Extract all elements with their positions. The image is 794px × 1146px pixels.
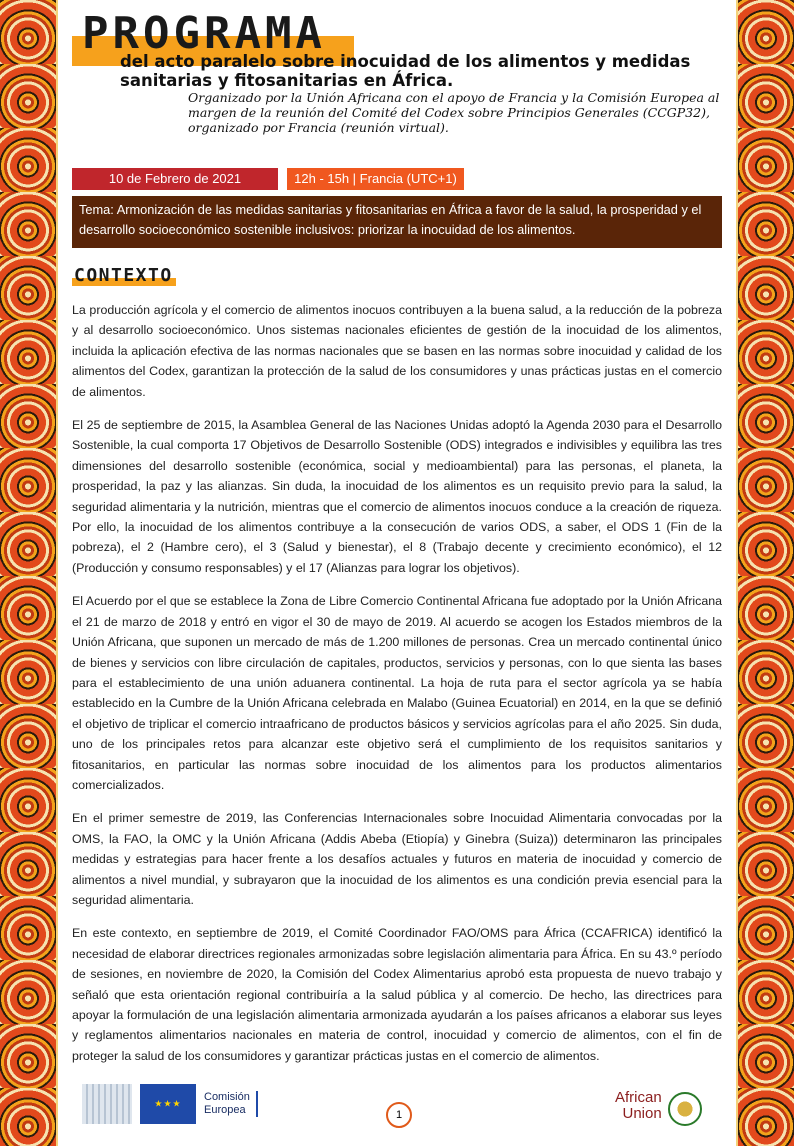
decorative-border-left: [0, 0, 58, 1146]
page-title: PROGRAMA: [82, 8, 326, 59]
european-commission-logo: [82, 1084, 258, 1124]
section-heading-contexto: CONTEXTO: [72, 265, 176, 286]
theme-box: Tema: Armonización de las medidas sanitarias y fitosanitarias en África a favor de la salud, la prosperidad y el desarrollo socioeconómico sostenible inclusivos: priorizar la inocuidad de los alimentos.: [72, 196, 722, 248]
paragraph: En este contexto, en septiembre de 2019, el Comité Coordinador FAO/OMS para África (CCAFRICA) identificó la necesidad de elaborar directrices regionales armonizadas sobre legislación alimentaria para África. En su 43.º período de sesiones, en noviembre de 2020, la Comisión del Codex Alimentarius aprobó esta propuesta de nuevo trabajo y señaló que esta orientación regional contribuiría a la salud pública y al comercio. De hecho, las directrices para apoyar la formulación de una legislación alimentaria armonizada ayudarán a los países africanos a elaborar sus leyes y reglamentos alimentarios nacionales en materia de control, inocuidad y comercio de alimentos, con el fin de proteger la salud de los consumidores y garantizar prácticas justas en el comercio de alimentos.: [72, 926, 722, 1063]
paragraph: El Acuerdo por el que se establece la Zona de Libre Comercio Continental Africana fue adoptado por la Unión Africana el 21 de marzo de 2018 y entró en vigor el 30 de mayo de 2019. Al acuerdo se acogen los Estados miembros de la Unión Africana, que suponen un mercado de más de 1.200 millones de personas. Crea un mercado continental único de bienes y servicios con libre circulación de capitales, productos, servicios y personas, con lo que sienta las bases para el establecimiento de una unión aduanera continental. La hoja de ruta para el sector agrícola ya se había establecido en la Cumbre de la Unión Africana celebrada en Malabo (Guinea Ecuatorial) en 2014, en la que se definió el objetivo de triplicar el comercio intraafricano de productos básicos y servicios agrícolas para el año 2025. Sin duda, uno de los principales retos para alcanzar este objetivo será el cumplimiento de los requisitos sanitarios y fitosanitarios, en particular las normas sobre inocuidad de los alimentos para los productos alimentarios comercializados.: [72, 594, 722, 792]
date-badge: 10 de Febrero de 2021: [72, 168, 278, 190]
page-subtitle: del acto paralelo sobre inocuidad de los alimentos y medidas sanitarias y fitosanitarias en África.: [120, 52, 691, 90]
decorative-border-right: [736, 0, 794, 1146]
au-logo-line: African: [615, 1089, 662, 1106]
paragraph: En el primer semestre de 2019, las Conferencias Internacionales sobre Inocuidad Alimentaria convocadas por la OMS, la FAO, la OMC y la Unión Africana (Addis Abeba (Etiopía) y Ginebra (Suiza)) determinaron las principales medidas y estrategias para hacer frente a los desafíos actuales y futuros en materia de inocuidad y comercio de alimentos a nivel mundial, y subrayaron que la inocuidad de los alimentos es una condición previa esencial para la seguridad alimentaria.: [72, 811, 722, 907]
eu-flag-icon: ★★★: [140, 1084, 196, 1124]
eu-logo-line: Comisión: [204, 1091, 250, 1103]
african-union-emblem-icon: [668, 1092, 702, 1126]
eu-logo-line: Europea: [204, 1104, 246, 1116]
building-icon: [82, 1084, 132, 1124]
organizer-note: Organizado por la Unión Africana con el apoyo de Francia y la Comisión Europea al margen de la reunión del Comité del Codex sobre Principios Generales (CCGP32), organizado por Francia (reunión virtual).: [188, 90, 720, 135]
au-logo-line: Union: [622, 1105, 662, 1122]
page-number: 1: [386, 1102, 412, 1128]
paragraph: El 25 de septiembre de 2015, la Asamblea General de las Naciones Unidas adoptó la Agenda 2030 para el Desarrollo Sostenible, la cual comporta 17 Objetivos de Desarrollo Sostenible (ODS) integrados e indivisibles y equilibra las tres dimensiones del desarrollo sostenible (económica, social y medioambiental) para las personas, el planeta, la prosperidad, la paz y las alianzas. Sin duda, la inocuidad de los alimentos es un requisito previo para la salud, la seguridad alimentaria y la nutrición, mientras que el comercio de alimentos inocuos conduce a la creación de riqueza. Por ello, la inocuidad de los alimentos contribuye a la consecución de varios ODS, a saber, el ODS 1 (Fin de la pobreza), el 2 (Hambre cero), el 3 (Salud y bienestar), el 8 (Trabajo decente y crecimiento económico), el 12 (Producción y consumo responsables) y el 17 (Alianzas para lograr los objetivos).: [72, 418, 722, 575]
paragraph: La producción agrícola y el comercio de alimentos inocuos contribuyen a la buena salud, a la reducción de la pobreza y al desarrollo socioeconómico. Unos sistemas nacionales eficientes de gestión de la inocuidad de los alimentos, incluida la aplicación efectiva de las normas nacionales que se basen en las normas sobre inocuidad y calidad de los alimentos del Codex, garantizan la protección de la salud de los consumidores y unas prácticas justas en el comercio de alimentos.: [72, 303, 722, 399]
eu-logo-text: [204, 1091, 258, 1117]
african-union-logo: [615, 1090, 662, 1122]
time-badge: 12h - 15h | Francia (UTC+1): [287, 168, 464, 190]
context-body: [72, 300, 722, 1079]
